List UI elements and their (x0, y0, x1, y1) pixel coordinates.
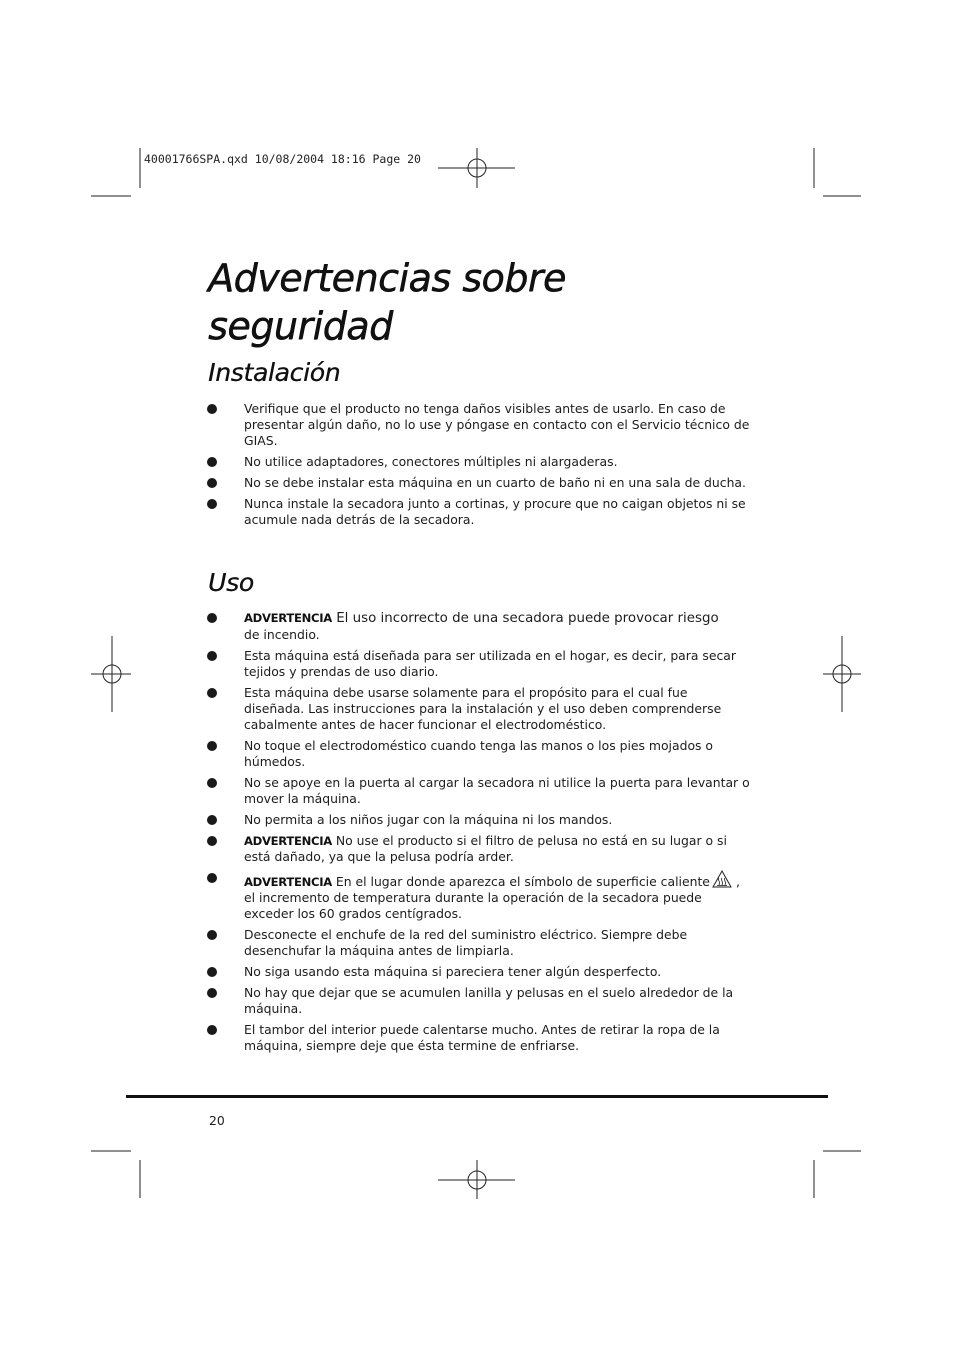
list-item: Esta máquina debe usarse solamente para el propósito para el cual fue diseñada. Las instrucciones para la instalación y el uso deben comprenderse cabalmente antes de hacer funcionar el electrodoméstico. (205, 685, 750, 734)
bullet-dot-icon (207, 613, 217, 623)
instalacion-list (205, 401, 750, 533)
page-title-line1: Advertencias sobre (208, 256, 566, 300)
file-slug: 40001766SPA.qxd 10/08/2004 18:16 Page 20 (144, 152, 421, 166)
bullet-dot-icon (207, 651, 217, 661)
list-item: No permita a los niños jugar con la máquina ni los mandos. (205, 812, 750, 828)
list-item: Desconecte el enchufe de la red del suministro eléctrico. Siempre debe desenchufar la máquina antes de limpiarla. (205, 927, 750, 959)
list-item: No hay que dejar que se acumulen lanilla y pelusas en el suelo alrededor de la máquina. (205, 985, 750, 1017)
hot-surface-warning-icon (712, 870, 732, 888)
section-heading-instalacion: Instalación (208, 358, 341, 387)
section-heading-uso: Uso (208, 568, 254, 597)
list-item: No siga usando esta máquina si pareciera tener algún desperfecto. (205, 964, 750, 980)
bullet-dot-icon (207, 836, 217, 846)
bullet-dot-icon (207, 1025, 217, 1035)
list-item: El tambor del interior puede calentarse mucho. Antes de retirar la ropa de la máquina, siempre deje que ésta termine de enfriarse. (205, 1022, 750, 1054)
page-title-line2: seguridad (208, 304, 393, 348)
warning-label: ADVERTENCIA (244, 833, 332, 848)
page-title (208, 254, 566, 350)
list-item: Nunca instale la secadora junto a cortinas, y procure que no caigan objetos ni se acumule nada detrás de la secadora. (205, 496, 750, 528)
list-item: ADVERTENCIA El uso incorrecto de una secadora puede provocar riesgo de incendio. (205, 610, 750, 643)
bullet-dot-icon (207, 741, 217, 751)
bullet-dot-icon (207, 457, 217, 467)
bullet-dot-icon (207, 988, 217, 998)
bullet-dot-icon (207, 815, 217, 825)
bullet-dot-icon (207, 478, 217, 488)
bullet-dot-icon (207, 873, 217, 883)
list-item: No utilice adaptadores, conectores múltiples ni alargaderas. (205, 454, 750, 470)
list-item: ADVERTENCIA En el lugar donde aparezca el símbolo de superficie caliente , el incremento de temperatura durante la operación de la secadora puede exceder los 60 grados centígrados. (205, 870, 750, 923)
footer-rule (126, 1095, 828, 1098)
bullet-dot-icon (207, 930, 217, 940)
list-item: Verifique que el producto no tenga daños visibles antes de usarlo. En caso de presentar algún daño, no lo use y póngase en contacto con el Servicio técnico de GIAS. (205, 401, 750, 450)
list-item: Esta máquina está diseñada para ser utilizada en el hogar, es decir, para secar tejidos y prendas de uso diario. (205, 648, 750, 680)
bullet-dot-icon (207, 499, 217, 509)
page-number: 20 (209, 1113, 225, 1128)
bullet-dot-icon (207, 688, 217, 698)
list-item: No toque el electrodoméstico cuando tenga las manos o los pies mojados o húmedos. (205, 738, 750, 770)
bullet-dot-icon (207, 404, 217, 414)
warning-label: ADVERTENCIA (244, 874, 332, 889)
bullet-dot-icon (207, 778, 217, 788)
list-item: No se apoye en la puerta al cargar la secadora ni utilice la puerta para levantar o mover la máquina. (205, 775, 750, 807)
warning-label: ADVERTENCIA (244, 611, 332, 625)
bullet-dot-icon (207, 967, 217, 977)
list-item: ADVERTENCIA No use el producto si el filtro de pelusa no está en su lugar o si está dañado, ya que la pelusa podría arder. (205, 833, 750, 865)
list-item: No se debe instalar esta máquina en un cuarto de baño ni en una sala de ducha. (205, 475, 750, 491)
uso-list (205, 610, 750, 1059)
